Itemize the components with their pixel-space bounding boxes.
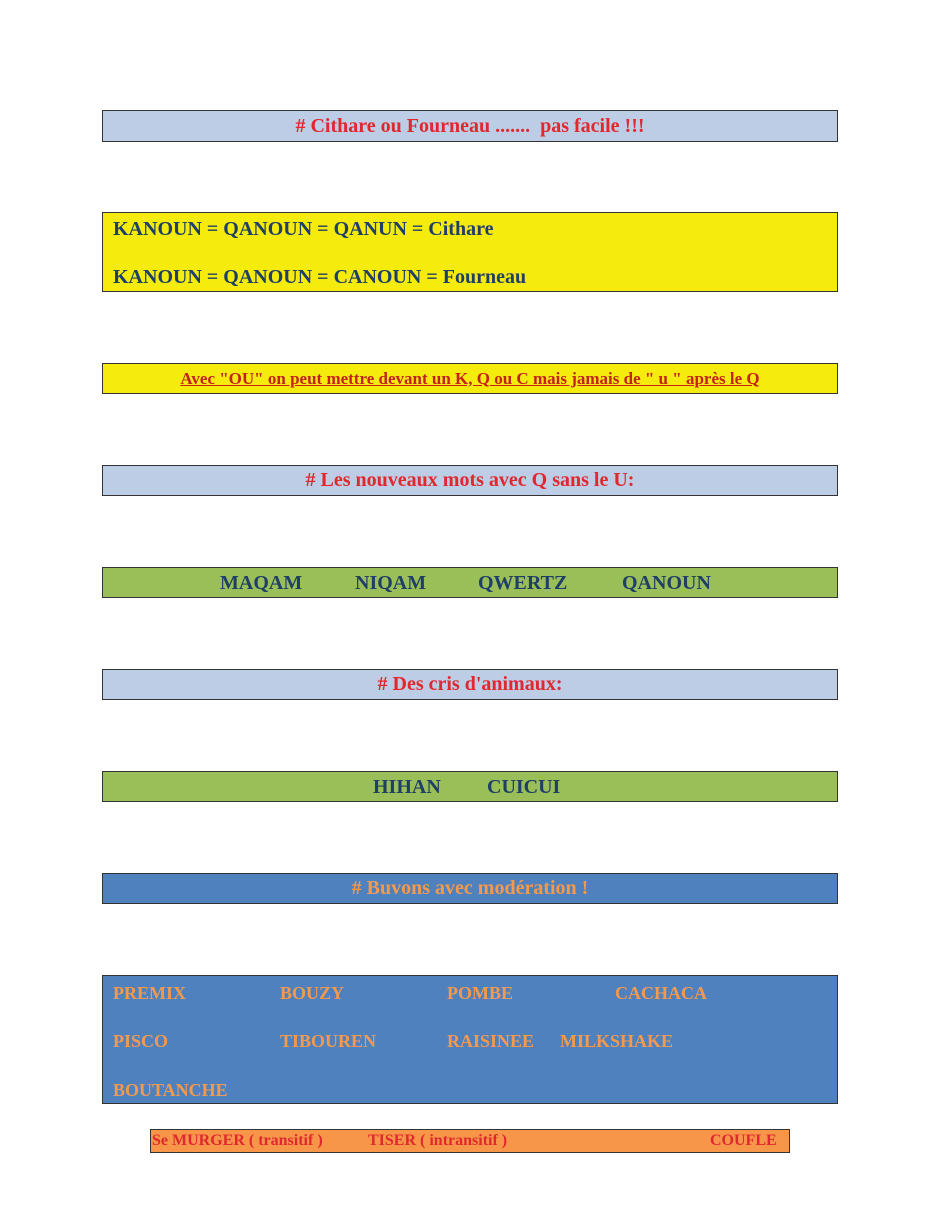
rule-note-text: Avec "OU" on peut mettre devant un K, Q ou C mais jamais de " u " après le Q — [180, 368, 760, 388]
animal-word-cuicui: CUICUI — [487, 776, 561, 798]
q-word-niqam: NIQAM — [355, 572, 427, 594]
drinks-header-box — [102, 873, 838, 904]
q-words-header-text: # Les nouveaux mots avec Q sans le U: — [305, 469, 635, 491]
word-coufle: COUFLE — [710, 1132, 777, 1149]
drink-boutanche: BOUTANCHE — [113, 1080, 228, 1100]
q-word-qwertz: QWERTZ — [478, 572, 568, 594]
q-words-header-box — [102, 465, 838, 496]
animal-words-box — [102, 771, 838, 802]
animals-header-text: # Des cris d'animaux: — [377, 673, 563, 695]
q-word-qanoun: QANOUN — [622, 572, 711, 594]
drink-bouzy: BOUZY — [280, 983, 345, 1003]
drinks-box — [102, 975, 838, 1104]
drink-cachaca: CACHACA — [615, 983, 707, 1003]
animals-header-box — [102, 669, 838, 700]
verb-tiser: TISER ( intransitif ) — [368, 1132, 508, 1149]
drink-pombe: POMBE — [447, 983, 513, 1003]
kanoun-line-cithare: KANOUN = QANOUN = QANUN = Cithare — [113, 218, 494, 240]
drink-raisinee: RAISINEE — [447, 1031, 535, 1051]
bottom-verbs-box — [150, 1129, 790, 1153]
drinks-header-text: # Buvons avec modération ! — [351, 877, 589, 899]
drink-tibouren: TIBOUREN — [280, 1031, 377, 1051]
kanoun-box — [102, 212, 838, 292]
animal-word-hihan: HIHAN — [373, 776, 441, 798]
rule-note-box — [102, 363, 838, 394]
kanoun-line-fourneau: KANOUN = QANOUN = CANOUN = Fourneau — [113, 266, 527, 288]
q-words-box — [102, 567, 838, 598]
drink-premix: PREMIX — [113, 983, 186, 1003]
drink-milkshake: MILKSHAKE — [560, 1031, 674, 1051]
verb-murger: Se MURGER ( transitif ) — [152, 1132, 323, 1149]
q-word-maqam: MAQAM — [220, 572, 303, 594]
cithare-header-box — [102, 110, 838, 142]
drink-pisco: PISCO — [113, 1031, 169, 1051]
cithare-header-text: # Cithare ou Fourneau ....... pas facile !!! — [295, 114, 645, 137]
